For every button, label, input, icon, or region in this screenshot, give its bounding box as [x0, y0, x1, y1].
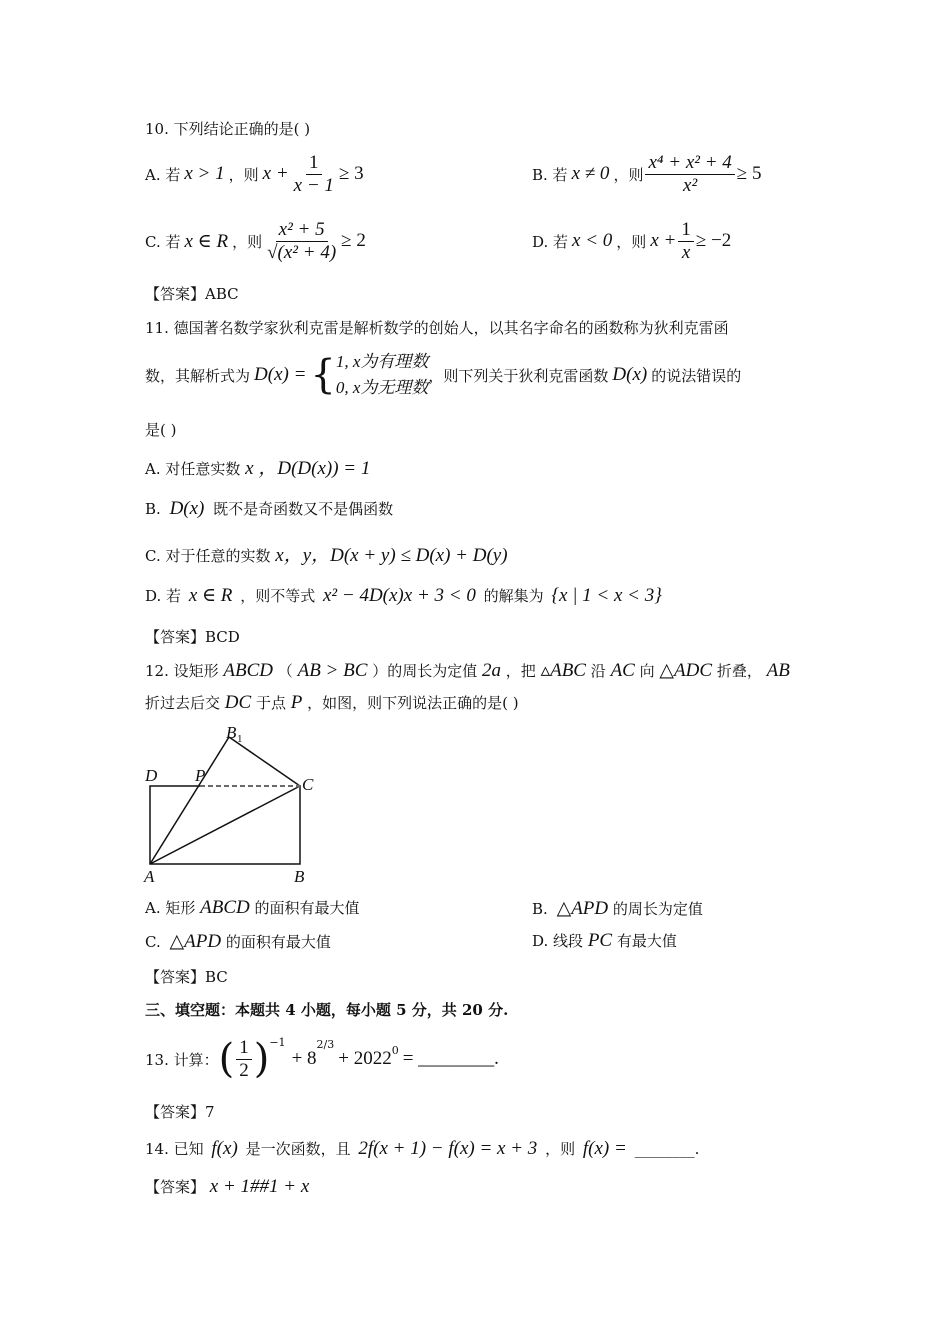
diagonal-ac [150, 786, 300, 864]
label-a: A [144, 867, 155, 886]
brace: { [310, 352, 336, 398]
q12-stem-line1: 12. 设矩形 ABCD （ AB > BC ）的周长为定值 2a ，把 ▵ABC 沿 AC 向 △ADC 折叠， AB [145, 660, 790, 681]
q13-answer: 【答案】7 [145, 1103, 215, 1121]
q11-option-b: B. D(x) 既不是奇函数又不是偶函数 [145, 498, 394, 519]
paren-right: ) [253, 1036, 270, 1082]
label-b1-sub: 1 [237, 733, 243, 745]
q11-stem-line2: 数，其解析式为 D(x) = { 1, x为有理数 0, x为无理数 ，则下列关于狄利克雷函数 D(x) 的说法错误的 [145, 348, 741, 402]
q10-stem: 10. 下列结论正确的是( ) [145, 120, 311, 138]
folding-rectangle-figure [140, 722, 340, 887]
q10-option-d: D. 若 x < 0 ，则 x + $\frac{1}{x}$ ≥ −2 [532, 218, 732, 263]
piecewise-cases: 1, x为有理数 0, x为无理数 [335, 352, 429, 397]
q11-stem-line1: 11. 德国著名数学家狄利克雷是解析数学的创始人，以其名字命名的函数称为狄利克雷函 [145, 319, 729, 337]
q11-option-a: A. 对任意实数 x ，D(D(x)) = 1 [145, 458, 371, 479]
q10-option-b: B. 若 x ≠ 0 ，则 $\frac{\text{x⁴ + x² + 4}}{\text{x²}}$ ≥ 5 [532, 151, 762, 196]
section-3-heading: 三、填空题：本题共 4 小题，每小题 5 分，共 20 分. [145, 1001, 509, 1019]
q10-b-fraction: $\frac{\text{x⁴ + x² + 4}}{\text{x²}}$ [645, 152, 734, 197]
paren-left: ( [218, 1036, 235, 1082]
q12-option-b: B. △APD 的周长为定值 [532, 898, 703, 919]
label-d: D [145, 766, 158, 785]
label-p: P [195, 766, 206, 785]
q10-d-fraction: $\frac{1}{x}$ [678, 219, 694, 264]
q12-stem-line2: 折过去后交 DC 于点 P ，如图，则下列说法正确的是( ) [145, 692, 519, 713]
q14-stem: 14. 已知 f(x) 是一次函数，且 2f(x + 1) − f(x) = x + 3 ，则 f(x) = ________. [145, 1138, 700, 1159]
q14-answer: 【答案】 x + 1##1 + x [145, 1176, 310, 1197]
q12-option-a: A. 矩形 ABCD 的面积有最大值 [145, 897, 360, 918]
q12-option-c: C. △APD 的面积有最大值 [145, 931, 331, 952]
q10-option-c: C. 若 x ∈ R ，则 $\frac{\text{x² + 5}}{\text{√(x² + 4)}}$ ≥ 2 [145, 218, 366, 263]
label-b: B [294, 867, 305, 886]
q13-stem: 13. 计算： ( $\frac{1}{2}$ ) $^{-1}$ + 8 $^{2/3}$ + 2022 $^0$ = ________. [145, 1036, 499, 1082]
label-c: C [302, 775, 314, 794]
q10-answer: 【答案】ABC [145, 285, 239, 303]
segment-ab1 [150, 737, 229, 864]
q11-option-c: C. 对于任意的实数 x，y，D(x + y) ≤ D(x) + D(y) [145, 545, 508, 566]
q10-a-fraction: $\frac{1}{x - 1}$ [293, 151, 334, 196]
q13-fraction: $\frac{1}{2}$ [236, 1037, 252, 1082]
q11-option-d: D. 若 x ∈ R ，则不等式 x² − 4D(x)x + 3 < 0 的解集为 {x | 1 < x < 3} [145, 585, 662, 606]
q11-stem-line3: 是( ) [145, 421, 177, 439]
q10-option-a: A. 若 x > 1 ，则 x + $\frac{1}{x - 1}$ ≥ 3 [145, 151, 364, 196]
q10-c-fraction: $\frac{\text{x² + 5}}{\text{√(x² + 4)}}$ [267, 218, 337, 263]
q11-answer: 【答案】BCD [145, 628, 240, 646]
q12-option-d: D. 线段 PC 有最大值 [532, 930, 677, 951]
label-b1: B [226, 723, 237, 742]
q12-answer: 【答案】BC [145, 968, 228, 986]
